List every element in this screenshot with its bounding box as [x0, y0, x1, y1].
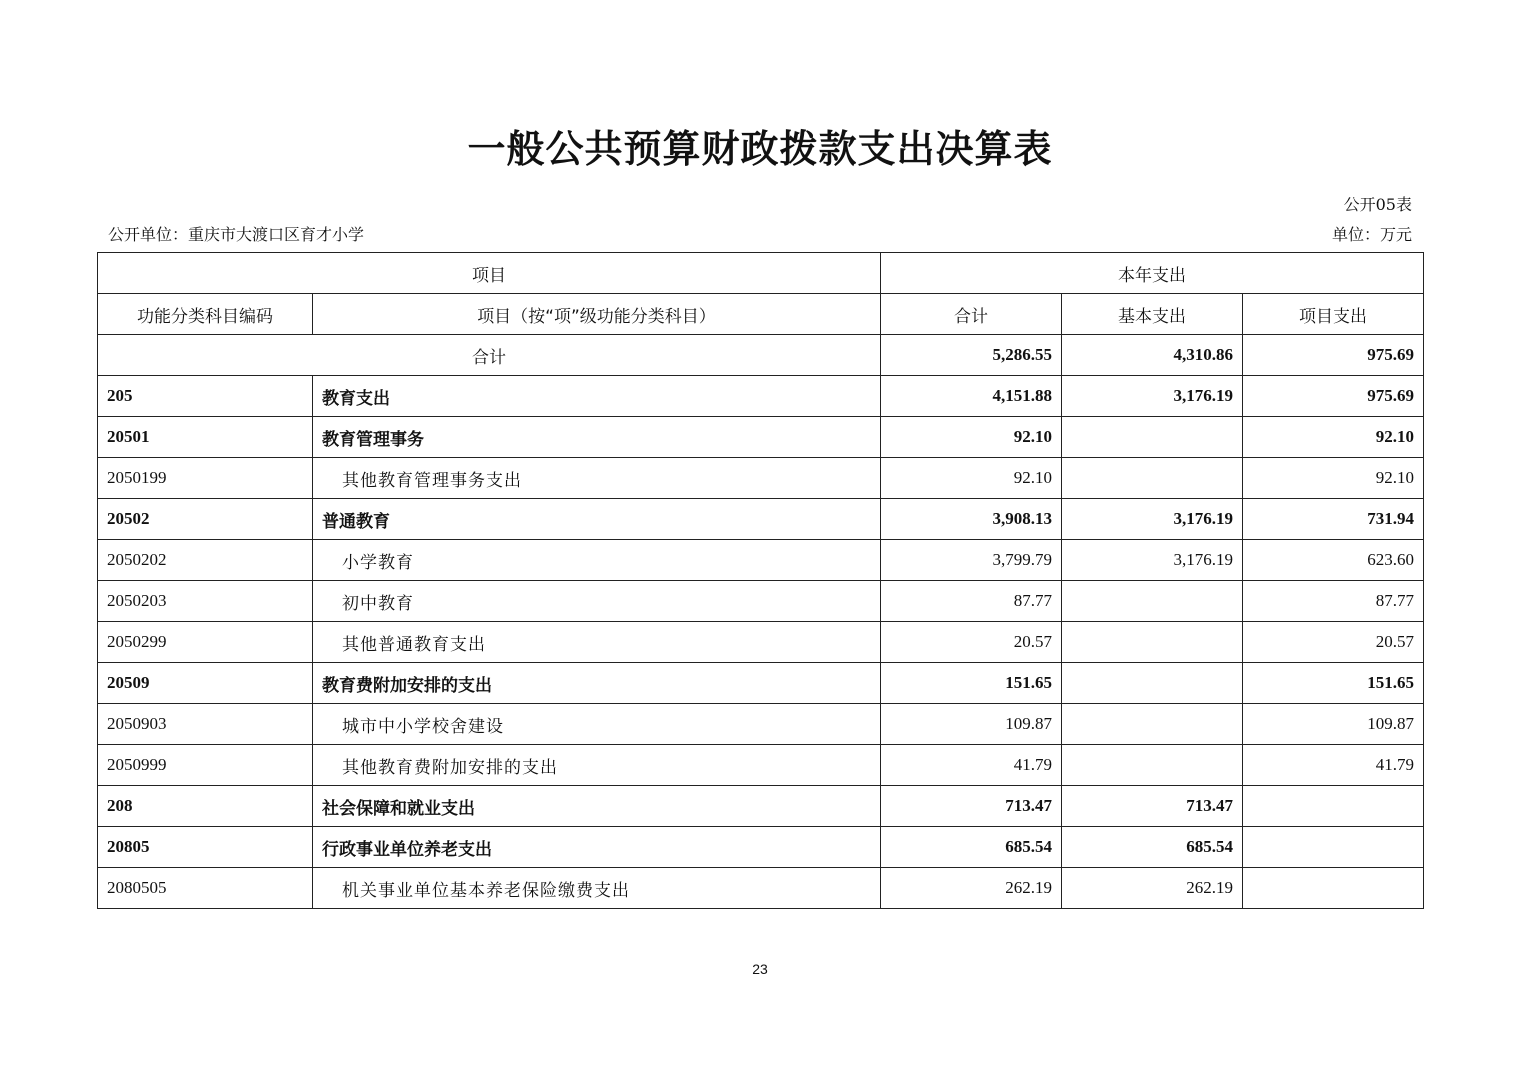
row-name: 教育管理事务 — [313, 417, 881, 458]
row-program: 20.57 — [1243, 622, 1424, 663]
row-total: 3,908.13 — [881, 499, 1062, 540]
table-row — [98, 499, 1424, 540]
row-name: 行政事业单位养老支出 — [313, 827, 881, 868]
row-code: 20805 — [98, 827, 313, 868]
row-basic — [1062, 581, 1243, 622]
row-program: 731.94 — [1243, 499, 1424, 540]
row-basic: 713.47 — [1062, 786, 1243, 827]
header-code: 功能分类科目编码 — [98, 294, 313, 335]
row-basic: 3,176.19 — [1062, 376, 1243, 417]
table-row — [98, 704, 1424, 745]
table-row — [98, 417, 1424, 458]
row-code: 2050999 — [98, 745, 313, 786]
row-code: 2080505 — [98, 868, 313, 909]
row-total: 151.65 — [881, 663, 1062, 704]
row-basic: 3,176.19 — [1062, 499, 1243, 540]
table-row — [98, 581, 1424, 622]
table-row — [98, 376, 1424, 417]
row-program: 623.60 — [1243, 540, 1424, 581]
row-basic — [1062, 745, 1243, 786]
table-row — [98, 663, 1424, 704]
row-name: 城市中小学校舍建设 — [313, 704, 881, 745]
row-program — [1243, 868, 1424, 909]
header-item: 项目（按“项”级功能分类科目） — [313, 294, 881, 335]
row-basic — [1062, 417, 1243, 458]
header-row-1 — [98, 253, 1424, 294]
row-name: 普通教育 — [313, 499, 881, 540]
page-number: 23 — [752, 961, 768, 977]
row-basic: 262.19 — [1062, 868, 1243, 909]
row-code: 2050299 — [98, 622, 313, 663]
row-name: 初中教育 — [313, 581, 881, 622]
table-row — [98, 540, 1424, 581]
row-total: 109.87 — [881, 704, 1062, 745]
row-name: 其他普通教育支出 — [313, 622, 881, 663]
row-name: 机关事业单位基本养老保险缴费支出 — [313, 868, 881, 909]
row-basic — [1062, 704, 1243, 745]
header-total: 合计 — [881, 294, 1062, 335]
row-name: 教育支出 — [313, 376, 881, 417]
row-total: 20.57 — [881, 622, 1062, 663]
table-row — [98, 786, 1424, 827]
expenditure-table — [97, 252, 1424, 909]
row-code: 2050903 — [98, 704, 313, 745]
row-program — [1243, 827, 1424, 868]
row-basic — [1062, 622, 1243, 663]
row-total: 262.19 — [881, 868, 1062, 909]
row-name: 其他教育费附加安排的支出 — [313, 745, 881, 786]
header-project: 项目 — [98, 253, 881, 294]
row-total: 3,799.79 — [881, 540, 1062, 581]
row-basic — [1062, 458, 1243, 499]
row-code: 20501 — [98, 417, 313, 458]
total-basic: 4,310.86 — [1062, 335, 1243, 376]
row-total: 685.54 — [881, 827, 1062, 868]
row-program: 92.10 — [1243, 417, 1424, 458]
table-row — [98, 827, 1424, 868]
row-code: 20502 — [98, 499, 313, 540]
row-total: 92.10 — [881, 417, 1062, 458]
row-code: 205 — [98, 376, 313, 417]
row-code: 2050202 — [98, 540, 313, 581]
row-code: 20509 — [98, 663, 313, 704]
row-total: 41.79 — [881, 745, 1062, 786]
table-row — [98, 745, 1424, 786]
row-name: 其他教育管理事务支出 — [313, 458, 881, 499]
row-name: 教育费附加安排的支出 — [313, 663, 881, 704]
row-program: 975.69 — [1243, 376, 1424, 417]
total-program: 975.69 — [1243, 335, 1424, 376]
header-basic: 基本支出 — [1062, 294, 1243, 335]
total-row — [98, 335, 1424, 376]
page-title: 一般公共预算财政拨款支出决算表 — [467, 127, 1053, 171]
row-code: 2050199 — [98, 458, 313, 499]
row-code: 2050203 — [98, 581, 313, 622]
form-number: 公开05表 — [1343, 195, 1412, 214]
currency-unit: 单位：万元 — [1331, 225, 1412, 244]
row-name: 社会保障和就业支出 — [313, 786, 881, 827]
table-row — [98, 458, 1424, 499]
row-basic — [1062, 663, 1243, 704]
row-program: 109.87 — [1243, 704, 1424, 745]
row-program: 41.79 — [1243, 745, 1424, 786]
header-current-year: 本年支出 — [881, 253, 1424, 294]
row-basic: 3,176.19 — [1062, 540, 1243, 581]
table-row — [98, 868, 1424, 909]
row-total: 4,151.88 — [881, 376, 1062, 417]
header-row-2 — [98, 294, 1424, 335]
total-label: 合计 — [98, 335, 881, 376]
row-basic: 685.54 — [1062, 827, 1243, 868]
table-row — [98, 622, 1424, 663]
row-program: 87.77 — [1243, 581, 1424, 622]
reporting-unit: 公开单位：重庆市大渡口区育才小学 — [108, 225, 365, 244]
row-program: 92.10 — [1243, 458, 1424, 499]
row-program — [1243, 786, 1424, 827]
total-total: 5,286.55 — [881, 335, 1062, 376]
header-program: 项目支出 — [1243, 294, 1424, 335]
row-total: 92.10 — [881, 458, 1062, 499]
row-total: 87.77 — [881, 581, 1062, 622]
row-name: 小学教育 — [313, 540, 881, 581]
row-total: 713.47 — [881, 786, 1062, 827]
row-program: 151.65 — [1243, 663, 1424, 704]
row-code: 208 — [98, 786, 313, 827]
